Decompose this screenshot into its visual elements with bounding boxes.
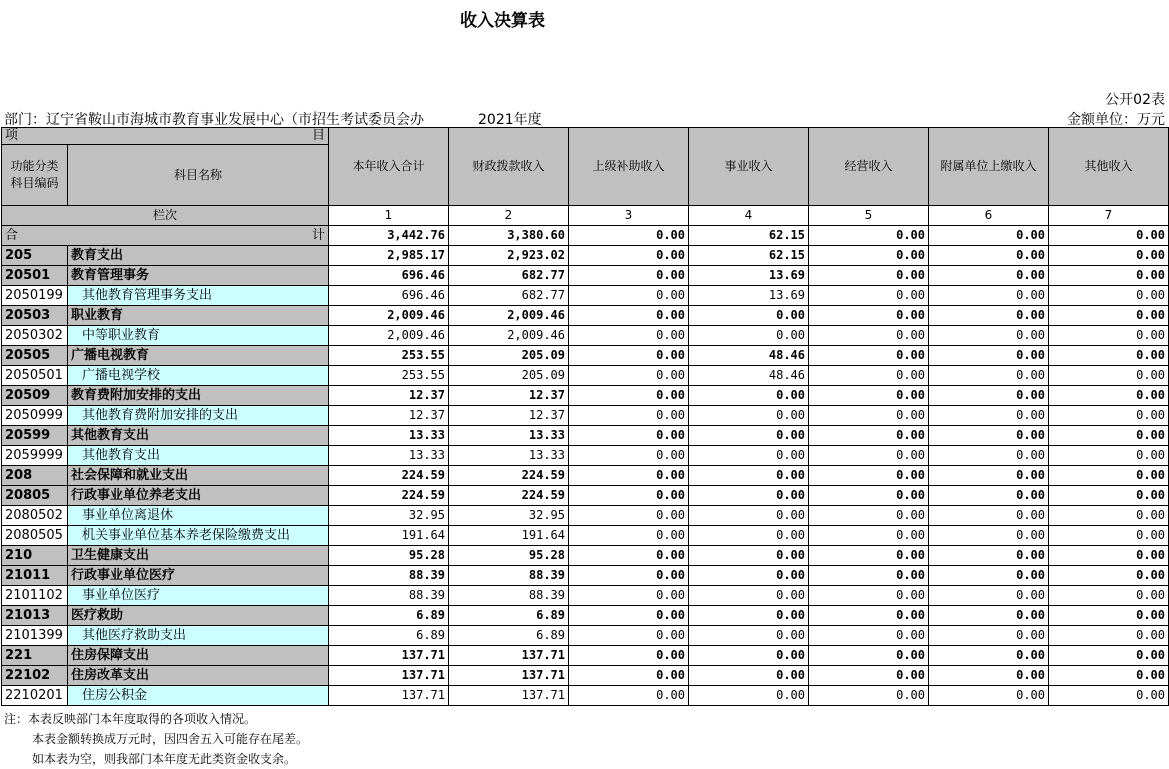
row-value: 0.00: [929, 266, 1049, 286]
row-value: 0.00: [689, 626, 809, 646]
header-mu: 目: [311, 128, 325, 143]
row-value: 0.00: [569, 586, 689, 606]
department-label: 部门：辽宁省鞍山市海城市教育事业发展中心（市招生考试委员会办: [4, 112, 424, 128]
table-row: [2, 646, 1169, 666]
row-value: 0.00: [809, 686, 929, 706]
row-name: 住房改革支出: [68, 666, 329, 686]
row-value: 0.00: [809, 526, 929, 546]
row-value: 0.00: [1049, 626, 1169, 646]
row-value: 0.00: [1049, 446, 1169, 466]
row-value: 0.00: [809, 546, 929, 566]
col-header-affiliated-income: 附属单位上缴收入: [929, 128, 1049, 206]
row-value: 0.00: [689, 426, 809, 446]
unit-label: 金额单位：万元: [1067, 112, 1165, 128]
row-value: 0.00: [929, 386, 1049, 406]
row-value: 682.77: [449, 286, 569, 306]
row-value: 0.00: [1049, 666, 1169, 686]
col-index-6: 6: [929, 206, 1049, 226]
row-value: 0.00: [929, 626, 1049, 646]
row-value: 13.33: [329, 426, 449, 446]
row-value: 0.00: [569, 266, 689, 286]
row-name: 其他教育支出: [68, 426, 329, 446]
row-value: 0.00: [809, 386, 929, 406]
row-value: 137.71: [449, 646, 569, 666]
row-value: 0.00: [689, 386, 809, 406]
row-value: 205.09: [449, 346, 569, 366]
col-header-code: 功能分类 科目编码: [2, 145, 68, 206]
row-code: 2059999: [2, 446, 68, 466]
row-value: 0.00: [1049, 306, 1169, 326]
total-value: 0.00: [569, 226, 689, 246]
row-value: 0.00: [1049, 426, 1169, 446]
table-row: [2, 266, 1169, 286]
row-name: 其他教育支出: [68, 446, 329, 466]
row-value: 0.00: [1049, 386, 1169, 406]
row-value: 0.00: [569, 666, 689, 686]
income-table: [1, 127, 1169, 706]
total-value: 3,442.76: [329, 226, 449, 246]
row-code: 208: [2, 466, 68, 486]
row-value: 0.00: [1049, 346, 1169, 366]
row-name: 卫生健康支出: [68, 546, 329, 566]
row-value: 0.00: [689, 526, 809, 546]
row-code: 20599: [2, 426, 68, 446]
row-name: 住房保障支出: [68, 646, 329, 666]
row-name: 中等职业教育: [68, 326, 329, 346]
row-value: 0.00: [809, 446, 929, 466]
table-row: [2, 346, 1169, 366]
row-value: 12.37: [329, 386, 449, 406]
row-value: 2,009.46: [449, 306, 569, 326]
row-value: 0.00: [809, 246, 929, 266]
row-value: 0.00: [1049, 406, 1169, 426]
row-value: 0.00: [809, 426, 929, 446]
row-value: 0.00: [809, 506, 929, 526]
row-value: 12.37: [449, 386, 569, 406]
row-value: 0.00: [569, 286, 689, 306]
row-value: 253.55: [329, 346, 449, 366]
row-value: 0.00: [929, 446, 1049, 466]
row-value: 0.00: [1049, 586, 1169, 606]
table-row: [2, 326, 1169, 346]
row-value: 0.00: [569, 566, 689, 586]
footnotes: [4, 709, 308, 769]
row-value: 682.77: [449, 266, 569, 286]
table-row: [2, 426, 1169, 446]
row-value: 137.71: [449, 666, 569, 686]
row-value: 0.00: [1049, 566, 1169, 586]
row-value: 0.00: [809, 346, 929, 366]
row-value: 137.71: [329, 646, 449, 666]
row-code: 2080502: [2, 506, 68, 526]
note-line: 本表金额转换成万元时，因四舍五入可能存在尾差。: [32, 732, 309, 746]
column-index-row: [2, 206, 1169, 226]
row-name: 其他医疗救助支出: [68, 626, 329, 646]
table-row: [2, 506, 1169, 526]
row-value: 0.00: [569, 406, 689, 426]
row-value: 0.00: [809, 266, 929, 286]
row-name: 行政事业单位养老支出: [68, 486, 329, 506]
row-value: 0.00: [689, 666, 809, 686]
row-value: 0.00: [569, 426, 689, 446]
row-value: 88.39: [449, 586, 569, 606]
row-value: 13.33: [329, 446, 449, 466]
row-code: 210: [2, 546, 68, 566]
row-name: 事业单位医疗: [68, 586, 329, 606]
row-code: 2050302: [2, 326, 68, 346]
row-value: 0.00: [689, 566, 809, 586]
row-value: 0.00: [929, 246, 1049, 266]
row-code: 20505: [2, 346, 68, 366]
table-row: [2, 366, 1169, 386]
note-line: 如本表为空，则我部门本年度无此类资金收支余。: [32, 752, 297, 766]
col-header-fiscal: 财政拨款收入: [449, 128, 569, 206]
row-value: 253.55: [329, 366, 449, 386]
row-value: 13.69: [689, 286, 809, 306]
row-value: 13.69: [689, 266, 809, 286]
col-header-business-income: 事业收入: [689, 128, 809, 206]
row-value: 137.71: [449, 686, 569, 706]
row-value: 0.00: [929, 546, 1049, 566]
row-value: 0.00: [689, 446, 809, 466]
row-value: 95.28: [449, 546, 569, 566]
table-row: [2, 306, 1169, 326]
row-code: 2050999: [2, 406, 68, 426]
col-index-1: 1: [329, 206, 449, 226]
row-value: 0.00: [809, 666, 929, 686]
table-row: [2, 446, 1169, 466]
row-value: 62.15: [689, 246, 809, 266]
row-value: 0.00: [569, 506, 689, 526]
row-value: 88.39: [329, 586, 449, 606]
row-value: 0.00: [1049, 606, 1169, 626]
row-name: 机关事业单位基本养老保险缴费支出: [68, 526, 329, 546]
row-name: 教育管理事务: [68, 266, 329, 286]
row-name: 社会保障和就业支出: [68, 466, 329, 486]
row-value: 0.00: [569, 306, 689, 326]
row-value: 0.00: [689, 646, 809, 666]
column-index-label: 栏次: [2, 206, 329, 226]
row-value: 0.00: [569, 486, 689, 506]
table-body: [2, 246, 1169, 706]
row-value: 0.00: [569, 386, 689, 406]
table-row: [2, 486, 1169, 506]
row-code: 2050501: [2, 366, 68, 386]
row-value: 0.00: [929, 286, 1049, 306]
row-name: 事业单位离退休: [68, 506, 329, 526]
row-value: 224.59: [449, 486, 569, 506]
row-value: 0.00: [569, 346, 689, 366]
col-index-4: 4: [689, 206, 809, 226]
row-code: 2050199: [2, 286, 68, 306]
row-value: 0.00: [1049, 286, 1169, 306]
row-value: 13.33: [449, 446, 569, 466]
row-value: 0.00: [929, 326, 1049, 346]
row-code: 221: [2, 646, 68, 666]
row-value: 95.28: [329, 546, 449, 566]
row-value: 0.00: [809, 606, 929, 626]
row-name: 其他教育管理事务支出: [68, 286, 329, 306]
row-value: 0.00: [1049, 546, 1169, 566]
row-value: 2,923.02: [449, 246, 569, 266]
table-row: [2, 686, 1169, 706]
row-value: 0.00: [689, 466, 809, 486]
row-value: 0.00: [809, 286, 929, 306]
row-value: 48.46: [689, 346, 809, 366]
row-name: 教育支出: [68, 246, 329, 266]
col-header-other-income: 其他收入: [1049, 128, 1169, 206]
row-value: 0.00: [929, 586, 1049, 606]
row-value: 0.00: [1049, 646, 1169, 666]
row-value: 0.00: [689, 686, 809, 706]
row-code: 2080505: [2, 526, 68, 546]
col-header-total-income: 本年收入合计: [329, 128, 449, 206]
row-value: 0.00: [929, 406, 1049, 426]
table-row: [2, 286, 1169, 306]
total-label-right: 计: [311, 228, 325, 243]
row-value: 137.71: [329, 666, 449, 686]
row-value: 0.00: [929, 646, 1049, 666]
row-value: 0.00: [809, 626, 929, 646]
row-value: 0.00: [689, 506, 809, 526]
row-value: 48.46: [689, 366, 809, 386]
row-value: 0.00: [1049, 686, 1169, 706]
row-value: 0.00: [1049, 266, 1169, 286]
row-value: 0.00: [809, 406, 929, 426]
table-row: [2, 546, 1169, 566]
row-value: 0.00: [689, 586, 809, 606]
row-value: 191.64: [329, 526, 449, 546]
row-value: 6.89: [329, 626, 449, 646]
row-value: 0.00: [569, 446, 689, 466]
row-value: 0.00: [809, 646, 929, 666]
table-row: [2, 586, 1169, 606]
row-code: 205: [2, 246, 68, 266]
row-value: 0.00: [809, 466, 929, 486]
row-value: 0.00: [809, 486, 929, 506]
row-value: 0.00: [689, 406, 809, 426]
row-value: 0.00: [929, 666, 1049, 686]
row-code: 20805: [2, 486, 68, 506]
row-value: 6.89: [449, 626, 569, 646]
row-value: 0.00: [1049, 246, 1169, 266]
row-value: 0.00: [1049, 366, 1169, 386]
row-value: 0.00: [929, 426, 1049, 446]
row-value: 0.00: [929, 486, 1049, 506]
row-name: 广播电视教育: [68, 346, 329, 366]
row-value: 2,985.17: [329, 246, 449, 266]
row-code: 20503: [2, 306, 68, 326]
row-value: 0.00: [1049, 466, 1169, 486]
row-value: 0.00: [929, 306, 1049, 326]
row-code: 2101102: [2, 586, 68, 606]
row-name: 职业教育: [68, 306, 329, 326]
row-value: 137.71: [329, 686, 449, 706]
row-value: 0.00: [569, 546, 689, 566]
row-value: 12.37: [329, 406, 449, 426]
row-code: 20509: [2, 386, 68, 406]
row-code: 21011: [2, 566, 68, 586]
header-row-item: [2, 128, 1169, 145]
col-header-superior-subsidy: 上级补助收入: [569, 128, 689, 206]
row-value: 0.00: [1049, 526, 1169, 546]
row-value: 224.59: [329, 466, 449, 486]
row-value: 0.00: [929, 346, 1049, 366]
row-value: 0.00: [569, 686, 689, 706]
row-name: 广播电视学校: [68, 366, 329, 386]
total-label-left: 合: [5, 228, 19, 243]
row-value: 0.00: [569, 626, 689, 646]
row-value: 224.59: [329, 486, 449, 506]
table-row: [2, 566, 1169, 586]
table-row: [2, 406, 1169, 426]
row-value: 2,009.46: [449, 326, 569, 346]
row-value: 0.00: [929, 686, 1049, 706]
row-value: 0.00: [569, 326, 689, 346]
row-value: 191.64: [449, 526, 569, 546]
row-value: 0.00: [809, 586, 929, 606]
col-index-2: 2: [449, 206, 569, 226]
row-name: 住房公积金: [68, 686, 329, 706]
page-title: 收入决算表: [460, 11, 545, 31]
col-header-operating-income: 经营收入: [809, 128, 929, 206]
row-value: 6.89: [329, 606, 449, 626]
row-value: 0.00: [929, 566, 1049, 586]
table-row: [2, 626, 1169, 646]
row-value: 0.00: [1049, 486, 1169, 506]
col-index-7: 7: [1049, 206, 1169, 226]
row-code: 22102: [2, 666, 68, 686]
row-value: 0.00: [809, 306, 929, 326]
header-xiang: 项: [5, 128, 19, 143]
total-value: 0.00: [1049, 226, 1169, 246]
row-value: 0.00: [569, 606, 689, 626]
row-value: 0.00: [1049, 506, 1169, 526]
row-value: 12.37: [449, 406, 569, 426]
row-code: 2210201: [2, 686, 68, 706]
row-code: 21013: [2, 606, 68, 626]
row-value: 0.00: [569, 466, 689, 486]
row-value: 0.00: [929, 466, 1049, 486]
total-row: [2, 226, 1169, 246]
row-value: 13.33: [449, 426, 569, 446]
table-row: [2, 386, 1169, 406]
row-name: 教育费附加安排的支出: [68, 386, 329, 406]
note-line: 注：本表反映部门本年度取得的各项收入情况。: [4, 712, 257, 726]
row-value: 0.00: [809, 326, 929, 346]
row-value: 0.00: [569, 526, 689, 546]
row-value: 6.89: [449, 606, 569, 626]
row-value: 0.00: [929, 506, 1049, 526]
table-row: [2, 666, 1169, 686]
row-value: 224.59: [449, 466, 569, 486]
year-label: 2021年度: [478, 112, 542, 128]
total-value: 0.00: [929, 226, 1049, 246]
row-value: 88.39: [449, 566, 569, 586]
row-value: 0.00: [929, 606, 1049, 626]
row-value: 2,009.46: [329, 326, 449, 346]
row-code: 2101399: [2, 626, 68, 646]
row-value: 0.00: [929, 526, 1049, 546]
row-value: 205.09: [449, 366, 569, 386]
table-row: [2, 526, 1169, 546]
total-value: 62.15: [689, 226, 809, 246]
row-value: 0.00: [569, 246, 689, 266]
row-value: 0.00: [569, 366, 689, 386]
row-name: 行政事业单位医疗: [68, 566, 329, 586]
table-row: [2, 466, 1169, 486]
row-value: 88.39: [329, 566, 449, 586]
row-value: 0.00: [809, 366, 929, 386]
row-value: 696.46: [329, 266, 449, 286]
table-row: [2, 606, 1169, 626]
row-name: 医疗救助: [68, 606, 329, 626]
col-index-5: 5: [809, 206, 929, 226]
total-value: 3,380.60: [449, 226, 569, 246]
row-value: 32.95: [329, 506, 449, 526]
row-value: 0.00: [689, 606, 809, 626]
col-header-name: 科目名称: [68, 145, 329, 206]
form-number: 公开02表: [1105, 92, 1165, 108]
col-index-3: 3: [569, 206, 689, 226]
row-value: 2,009.46: [329, 306, 449, 326]
row-value: 0.00: [689, 486, 809, 506]
row-value: 0.00: [1049, 326, 1169, 346]
row-value: 0.00: [689, 326, 809, 346]
row-value: 0.00: [809, 566, 929, 586]
row-code: 20501: [2, 266, 68, 286]
total-value: 0.00: [809, 226, 929, 246]
table-row: [2, 246, 1169, 266]
row-name: 其他教育费附加安排的支出: [68, 406, 329, 426]
row-value: 0.00: [689, 306, 809, 326]
row-value: 32.95: [449, 506, 569, 526]
row-value: 696.46: [329, 286, 449, 306]
row-value: 0.00: [689, 546, 809, 566]
row-value: 0.00: [929, 366, 1049, 386]
row-value: 0.00: [569, 646, 689, 666]
